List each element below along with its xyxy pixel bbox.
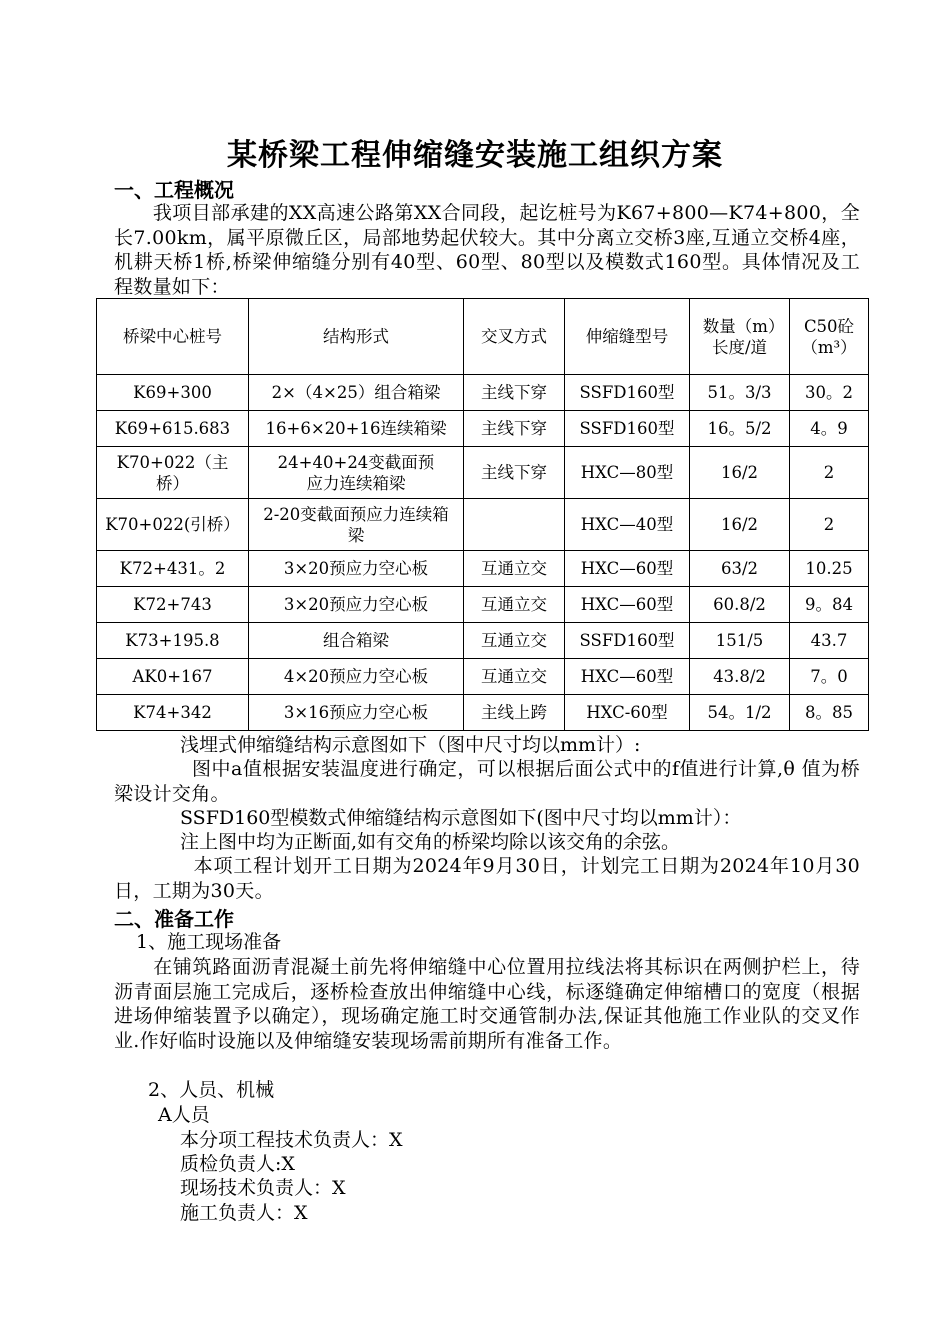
table-cell: 主线下穿 (464, 447, 565, 499)
table-cell: 组合箱梁 (249, 623, 464, 659)
table-cell: K74+342 (97, 695, 249, 731)
table-cell: HXC—60型 (565, 587, 690, 623)
table-cell: 主线上跨 (464, 695, 565, 731)
schedule-paragraph: 本项工程计划开工日期为2024年9月30日，计划完工日期为2024年10月30日，工期为30天。 (114, 855, 860, 902)
table-header-row (97, 299, 869, 375)
table-row (97, 411, 869, 447)
person-construction-lead: 施工负责人：X (180, 1202, 308, 1224)
table-cell: 2×（4×25）组合箱梁 (249, 375, 464, 411)
diagram-note-ssfd160: SSFD160型模数式伸缩缝结构示意图如下(图中尺寸均以mm计）： (180, 807, 742, 829)
table-cell: K70+022（主桥） (97, 447, 249, 499)
table-cell: SSFD160型 (565, 411, 690, 447)
table-row (97, 375, 869, 411)
table-cell: 4。9 (790, 411, 869, 447)
table-cell: 63/2 (690, 551, 790, 587)
table-row (97, 623, 869, 659)
table-header-cell: 结构形式 (249, 299, 464, 375)
table-cell: 30。2 (790, 375, 869, 411)
person-tech-lead: 本分项工程技术负责人：X (180, 1129, 403, 1151)
a-value-paragraph: 图中a值根据安装温度进行确定，可以根据后面公式中的f值进行计算,θ 值为桥梁设计交角。 (114, 758, 860, 805)
table-cell: 16/2 (690, 499, 790, 551)
table-cell: 2-20变截面预应力连续箱梁 (249, 499, 464, 551)
table-row (97, 499, 869, 551)
table-cell: K70+022(引桥） (97, 499, 249, 551)
table-header-cell: 数量（m）长度/道 (690, 299, 790, 375)
diagram-note-shallow: 浅埋式伸缩缝结构示意图如下（图中尺寸均以mm计）: (180, 734, 641, 756)
table-cell: HXC—60型 (565, 551, 690, 587)
table-row (97, 587, 869, 623)
table-cell: 互通立交 (464, 587, 565, 623)
table-cell: 43.8/2 (690, 659, 790, 695)
table-cell: 3×20预应力空心板 (249, 587, 464, 623)
table-cell: 16。5/2 (690, 411, 790, 447)
table-cell: HXC—80型 (565, 447, 690, 499)
table-header-cell: 伸缩缝型号 (565, 299, 690, 375)
person-qc-lead: 质检负责人:X (180, 1153, 295, 1175)
table-cell: SSFD160型 (565, 623, 690, 659)
overview-paragraph: 我项目部承建的XX高速公路第XX合同段，起讫桩号为K67+800—K74+800，全长7.00km，属平原微丘区，局部地势起伏较大。其中分离立交桥3座,互通立交桥4座，机耕天桥1桥,桥梁伸缩缝分别有40型、60型、80型以及模数式160型。具体情况及工程数量如下： (114, 202, 860, 298)
table-cell: 4×20预应力空心板 (249, 659, 464, 695)
table-cell: K72+743 (97, 587, 249, 623)
table-cell: K69+300 (97, 375, 249, 411)
table-cell: HXC—40型 (565, 499, 690, 551)
table-cell: 16/2 (690, 447, 790, 499)
bridge-quantity-table (96, 298, 869, 731)
table-cell: 51。3/3 (690, 375, 790, 411)
section-heading-preparation: 二、准备工作 (114, 907, 234, 931)
table-cell: K69+615.683 (97, 411, 249, 447)
table-cell: 2 (790, 447, 869, 499)
section-heading-overview: 一、工程概况 (114, 178, 234, 202)
table-row (97, 659, 869, 695)
table-row (97, 551, 869, 587)
table-cell: 主线下穿 (464, 411, 565, 447)
document-title: 某桥梁工程伸缩缝安装施工组织方案 (227, 138, 723, 173)
table-cell: HXC-60型 (565, 695, 690, 731)
site-preparation-paragraph: 在铺筑路面沥青混凝土前先将伸缩缝中心位置用拉线法将其标识在两侧护栏上，待沥青面层施工完成后，逐桥检查放出伸缩缝中心线，标逐缝确定伸缩槽口的宽度（根据进场伸缩装置予以确定），现场确定施工时交通管制办法,保证其他施工作业队的交叉作业.作好临时设施以及伸缩缝安装现场需前期所有准备工作。 (114, 956, 860, 1052)
table-cell: 7。0 (790, 659, 869, 695)
table-row (97, 447, 869, 499)
table-header-cell: 交叉方式 (464, 299, 565, 375)
table-cell: 3×16预应力空心板 (249, 695, 464, 731)
table-cell: 16+6×20+16连续箱梁 (249, 411, 464, 447)
table-cell: 43.7 (790, 623, 869, 659)
table-cell: 8。85 (790, 695, 869, 731)
table-cell: 60.8/2 (690, 587, 790, 623)
table-cell (464, 499, 565, 551)
table-cell: 10.25 (790, 551, 869, 587)
table-cell: 9。84 (790, 587, 869, 623)
table-row (97, 695, 869, 731)
table-cell: 54。1/2 (690, 695, 790, 731)
table-cell: 2 (790, 499, 869, 551)
table-cell: AK0+167 (97, 659, 249, 695)
table-cell: SSFD160型 (565, 375, 690, 411)
table-cell: 151/5 (690, 623, 790, 659)
table-cell: 互通立交 (464, 623, 565, 659)
table-cell: 主线下穿 (464, 375, 565, 411)
table-cell: K72+431。2 (97, 551, 249, 587)
table-cell: 24+40+24变截面预应力连续箱梁 (249, 447, 464, 499)
subsection-personnel-machinery: 2、人员、机械 (148, 1079, 275, 1101)
table-cell: HXC—60型 (565, 659, 690, 695)
person-site-tech-lead: 现场技术负责人：X (180, 1177, 346, 1199)
table-cell: K73+195.8 (97, 623, 249, 659)
table-cell: 互通立交 (464, 659, 565, 695)
table-header-cell: 桥梁中心桩号 (97, 299, 249, 375)
table-cell: 互通立交 (464, 551, 565, 587)
table-header-cell: C50砼（m³） (790, 299, 869, 375)
subsection-personnel: A人员 (158, 1104, 210, 1126)
table-cell: 3×20预应力空心板 (249, 551, 464, 587)
section-note: 注上图中均为正断面,如有交角的桥梁均除以该交角的余弦。 (180, 831, 681, 853)
subsection-site-preparation: 1、施工现场准备 (136, 931, 282, 953)
